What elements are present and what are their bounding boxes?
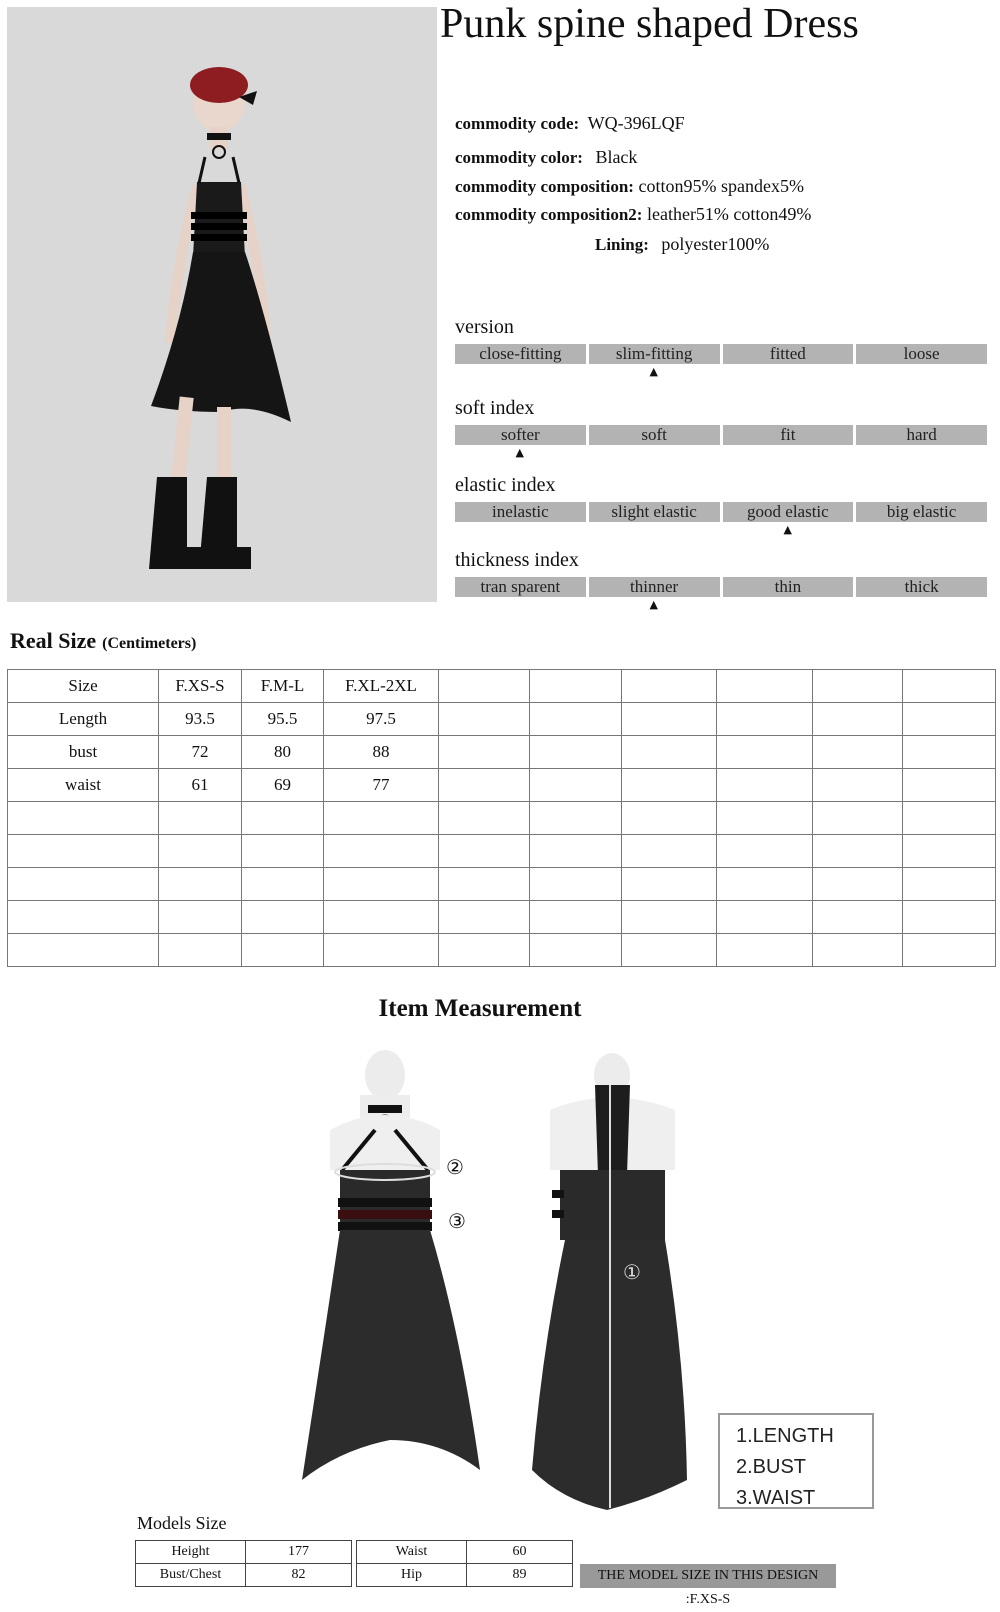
elastic-index-scale bbox=[455, 502, 987, 522]
table-cell bbox=[439, 703, 530, 736]
table-cell: 82 bbox=[246, 1564, 352, 1587]
lining-value: polyester100% bbox=[661, 234, 770, 254]
thickness-index-option: thick bbox=[856, 577, 987, 597]
table-row bbox=[8, 736, 996, 769]
table-cell bbox=[717, 670, 813, 703]
models-size-title: Models Size bbox=[137, 1513, 227, 1533]
version-scale bbox=[455, 344, 987, 364]
table-cell bbox=[439, 670, 530, 703]
real-size-title bbox=[10, 628, 196, 654]
table-cell: F.M-L bbox=[242, 670, 324, 703]
commodity-composition bbox=[455, 176, 804, 197]
version-selection-marker: ▲ bbox=[649, 365, 658, 378]
table-cell bbox=[717, 703, 813, 736]
table-cell bbox=[530, 703, 622, 736]
version-option: loose bbox=[856, 344, 987, 364]
legend-item-length: 1.LENGTH bbox=[736, 1425, 834, 1447]
commodity-color-label: commodity color: bbox=[455, 148, 583, 167]
lining bbox=[595, 234, 769, 255]
table-cell: 77 bbox=[324, 769, 439, 802]
commodity-composition2-label: commodity composition2: bbox=[455, 205, 643, 224]
table-cell: bust bbox=[8, 736, 159, 769]
table-row bbox=[8, 802, 996, 835]
table-cell: Hip bbox=[357, 1564, 467, 1587]
table-cell: 72 bbox=[159, 736, 242, 769]
table-cell: 93.5 bbox=[159, 703, 242, 736]
table-cell bbox=[622, 769, 717, 802]
dress-front-view bbox=[300, 1050, 490, 1480]
table-row bbox=[8, 868, 996, 901]
table-row bbox=[8, 835, 996, 868]
commodity-composition2-value: leather51% cotton49% bbox=[646, 204, 812, 224]
table-cell: Length bbox=[8, 703, 159, 736]
commodity-composition2 bbox=[455, 204, 811, 225]
table-row bbox=[136, 1541, 352, 1564]
table-row bbox=[136, 1564, 352, 1587]
elastic-index-option: big elastic bbox=[856, 502, 987, 522]
table-cell: 80 bbox=[242, 736, 324, 769]
table-cell bbox=[813, 670, 903, 703]
marker-2: ② bbox=[446, 1155, 464, 1179]
table-cell bbox=[717, 736, 813, 769]
table-cell: 95.5 bbox=[242, 703, 324, 736]
version-option: close-fitting bbox=[455, 344, 586, 364]
commodity-code-value: WQ-396LQF bbox=[587, 113, 685, 133]
dress-back-view bbox=[520, 1050, 700, 1510]
marker-1: ① bbox=[623, 1260, 641, 1284]
table-cell bbox=[813, 769, 903, 802]
item-measurement-title: Item Measurement bbox=[378, 995, 582, 1022]
thickness-index-option: tran sparent bbox=[455, 577, 586, 597]
table-cell: 89 bbox=[467, 1564, 573, 1587]
table-header-row bbox=[8, 670, 996, 703]
commodity-color bbox=[455, 147, 637, 168]
models-size-table-left bbox=[135, 1540, 352, 1587]
elastic-index-option: good elastic bbox=[723, 502, 854, 522]
model-photo bbox=[7, 7, 437, 602]
real-size-heading: Real Size bbox=[10, 628, 97, 653]
commodity-color-value: Black bbox=[595, 147, 638, 167]
table-cell bbox=[903, 703, 996, 736]
table-row bbox=[8, 703, 996, 736]
commodity-composition-label: commodity composition: bbox=[455, 177, 634, 196]
table-cell bbox=[813, 703, 903, 736]
models-size-table-right bbox=[356, 1540, 573, 1587]
table-cell: Waist bbox=[357, 1541, 467, 1564]
soft-index-option: softer bbox=[455, 425, 586, 445]
lining-label: Lining: bbox=[595, 235, 649, 254]
soft-index-option: hard bbox=[856, 425, 987, 445]
legend-item-waist: 3.WAIST bbox=[736, 1487, 816, 1509]
table-row bbox=[8, 901, 996, 934]
thickness-index-scale bbox=[455, 577, 987, 597]
elastic-index-option: inelastic bbox=[455, 502, 586, 522]
table-cell bbox=[903, 736, 996, 769]
table-cell bbox=[622, 736, 717, 769]
table-cell: F.XL-2XL bbox=[324, 670, 439, 703]
table-cell bbox=[622, 670, 717, 703]
table-cell bbox=[530, 670, 622, 703]
thickness-index-title: thickness index bbox=[455, 549, 579, 571]
table-cell: Bust/Chest bbox=[136, 1564, 246, 1587]
table-cell: Height bbox=[136, 1541, 246, 1564]
version-option: fitted bbox=[723, 344, 854, 364]
model-size-note: THE MODEL SIZE IN THIS DESIGN :F.XS-S bbox=[580, 1564, 836, 1588]
table-cell: F.XS-S bbox=[159, 670, 242, 703]
table-cell: 88 bbox=[324, 736, 439, 769]
table-row bbox=[357, 1564, 573, 1587]
table-cell: 177 bbox=[246, 1541, 352, 1564]
commodity-code bbox=[455, 113, 685, 134]
legend-item-bust: 2.BUST bbox=[736, 1456, 807, 1478]
table-cell: 97.5 bbox=[324, 703, 439, 736]
table-cell: 61 bbox=[159, 769, 242, 802]
elastic-selection-marker: ▲ bbox=[783, 523, 792, 536]
table-cell: waist bbox=[8, 769, 159, 802]
soft-index-title: soft index bbox=[455, 397, 535, 419]
commodity-code-label: commodity code: bbox=[455, 114, 580, 133]
table-cell bbox=[717, 769, 813, 802]
table-cell: Size bbox=[8, 670, 159, 703]
elastic-index-title: elastic index bbox=[455, 474, 556, 496]
real-size-unit: (Centimeters) bbox=[102, 635, 197, 652]
product-title: Punk spine shaped Dress bbox=[440, 1, 859, 47]
version-option: slim-fitting bbox=[589, 344, 720, 364]
table-cell bbox=[903, 670, 996, 703]
table-row bbox=[357, 1541, 573, 1564]
table-cell: 60 bbox=[467, 1541, 573, 1564]
soft-index-scale bbox=[455, 425, 987, 445]
soft-index-option: fit bbox=[723, 425, 854, 445]
table-cell bbox=[439, 736, 530, 769]
thickness-selection-marker: ▲ bbox=[649, 598, 658, 611]
thickness-index-option: thin bbox=[723, 577, 854, 597]
table-row bbox=[8, 769, 996, 802]
marker-3: ③ bbox=[448, 1209, 466, 1233]
elastic-index-option: slight elastic bbox=[589, 502, 720, 522]
table-cell: 69 bbox=[242, 769, 324, 802]
table-cell bbox=[622, 703, 717, 736]
table-cell bbox=[813, 736, 903, 769]
soft-selection-marker: ▲ bbox=[515, 446, 524, 459]
measurement-legend bbox=[718, 1413, 874, 1509]
table-cell bbox=[530, 736, 622, 769]
soft-index-option: soft bbox=[589, 425, 720, 445]
version-title: version bbox=[455, 316, 514, 338]
thickness-index-option: thinner bbox=[589, 577, 720, 597]
commodity-composition-value: cotton95% spandex5% bbox=[638, 176, 804, 196]
table-cell bbox=[439, 769, 530, 802]
size-table bbox=[7, 669, 996, 967]
table-cell bbox=[530, 769, 622, 802]
table-row bbox=[8, 934, 996, 967]
table-cell bbox=[903, 769, 996, 802]
